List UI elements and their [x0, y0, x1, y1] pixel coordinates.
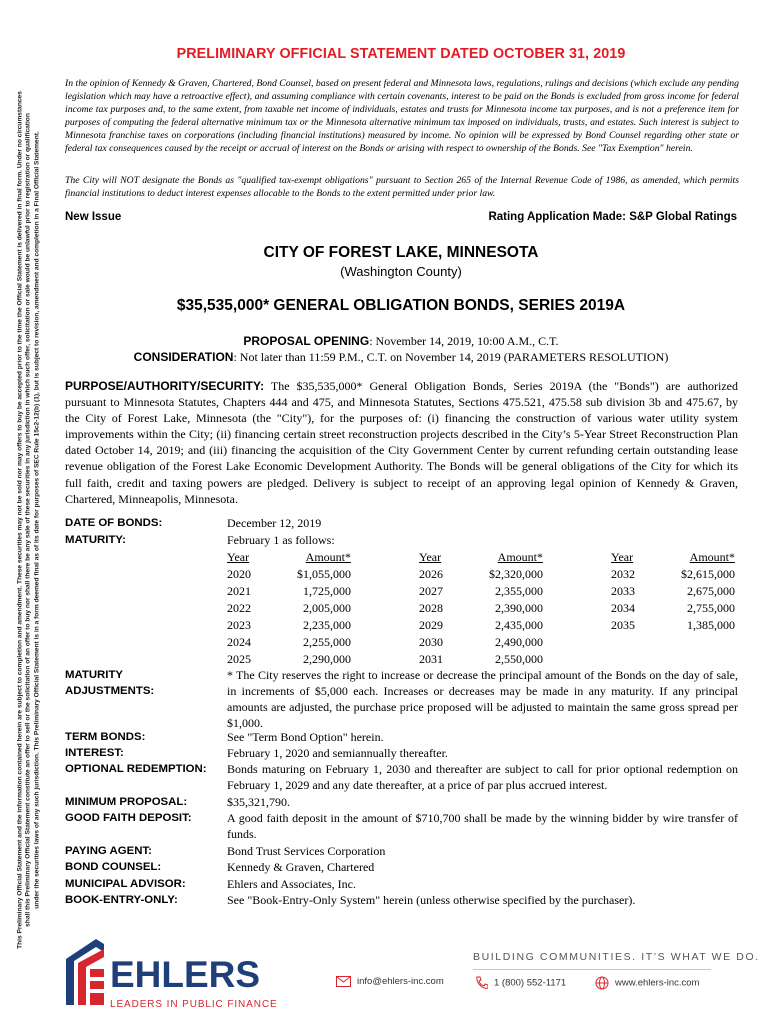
maturity-year: 2028: [419, 601, 443, 615]
bond-counsel-value: Kennedy & Graven, Chartered: [227, 860, 375, 874]
maturity-year: 2026: [419, 567, 443, 581]
minimum-proposal-label: MINIMUM PROPOSAL:: [65, 796, 188, 808]
book-entry-value: See "Book-Entry-Only System" herein (unless otherwise specified by the purchaser).: [227, 893, 636, 907]
globe-icon: [595, 976, 609, 990]
maturity-amount: 2,005,000: [303, 601, 351, 615]
preliminary-heading: PRELIMINARY OFFICIAL STATEMENT DATED OCTOBER 31, 2019: [176, 46, 626, 62]
proposal-opening-label: PROPOSAL OPENING: [243, 334, 370, 348]
book-entry-label: BOOK-ENTRY-ONLY:: [65, 894, 178, 906]
maturity-amount: 2,675,000: [687, 584, 735, 598]
maturity-amount: 2,755,000: [687, 601, 735, 615]
amount-header: Amount*: [305, 550, 351, 564]
optional-redemption-value: Bonds maturing on February 1, 2030 and thereafter are subject to call for prior optional redemption on February 1, 2029 and any date thereafter, at a price of par plus accrued interest.: [227, 762, 738, 792]
phone-contact[interactable]: [475, 976, 566, 990]
year-header: Year: [227, 550, 250, 564]
consideration-label: CONSIDERATION: [133, 350, 234, 364]
maturity-label: MATURITY:: [65, 534, 126, 546]
phone-text[interactable]: 1 (800) 552-1171: [494, 977, 567, 989]
year-header: Year: [611, 550, 634, 564]
maturity-year: 2021: [227, 584, 251, 598]
logo-subtitle: LEADERS IN PUBLIC FINANCE: [110, 999, 276, 1010]
logo-wordmark: EHLERS: [110, 954, 261, 995]
city-title: CITY OF FOREST LAKE, MINNESOTA: [263, 244, 539, 261]
maturity-year: 2034: [611, 601, 635, 615]
maturity-amount: 2,255,000: [303, 635, 351, 649]
year-header: Year: [419, 550, 442, 564]
adj-label-line: MATURITY: [65, 669, 123, 681]
maturity-amount: $2,320,000: [489, 567, 543, 581]
web-contact[interactable]: [595, 976, 699, 990]
qualified-obligations-paragraph: The City will NOT designate the Bonds as "qualified tax-exempt obligations" pursuant to Section 265 of the Internal Revenue Code of 1986, as amended, which permits financial institutions to deduct interest expenses allocable to the Bonds to the extent permitted under prior law.: [65, 175, 739, 199]
side-disclaimer-text: [16, 60, 41, 980]
term-bonds-value: See "Term Bond Option" herein.: [227, 730, 384, 744]
purpose-label: PURPOSE/AUTHORITY/SECURITY:: [65, 379, 265, 393]
email-text[interactable]: info@ehlers-inc.com: [357, 976, 444, 988]
new-issue-label: New Issue: [65, 211, 122, 223]
good-faith-value: A good faith deposit in the amount of $710,700 shall be made by the winning bidder by wire transfer of funds.: [227, 811, 738, 841]
tax-opinion-paragraph: In the opinion of Kennedy & Graven, Chartered, Bond Counsel, based on present federal and Minnesota laws, regulations, rulings and decisions (which exclude any pending legislation which may have a retroactive effect), and assuming compliance with certain covenants, interest to be paid on the Bonds is excluded from gross income for federal income tax purposes and, to the same extent, from taxable net income of individuals, estates and trusts for Minnesota income tax purposes, and is not a preference item for purposes of computing the federal alternative minimum tax or the Minnesota alternative minimum tax imposed on individuals, trusts, and estates. Such interest is subject to Minnesota franchise taxes on corporations (including financial institutions) measured by income. No opinion will be expressed by Bond Counsel regarding other state or federal tax consequences caused by the receipt or accrual of interest on the Bonds or arising with respect to ownership of the Bonds. See "Tax Exemption" herein.: [65, 78, 739, 154]
maturity-year: 2025: [227, 652, 251, 666]
date-of-bonds-value: December 12, 2019: [227, 516, 322, 530]
maturity-amount: 2,290,000: [303, 652, 351, 666]
maturity-year: 2033: [611, 584, 635, 598]
building-mark-icon: [66, 939, 104, 1005]
maturity-amount: $2,615,000: [681, 567, 735, 581]
envelope-icon: [336, 976, 351, 987]
adj-label-line: ADJUSTMENTS:: [65, 685, 155, 697]
maturity-amount: 2,550,000: [495, 652, 543, 666]
maturity-amount: 2,390,000: [495, 601, 543, 615]
proposal-block: [65, 333, 737, 365]
consideration-value: : Not later than 11:59 P.M., C.T. on November 14, 2019 (PARAMETERS RESOLUTION): [233, 350, 669, 364]
maturity-amount: 2,355,000: [495, 584, 543, 598]
maturity-adjustments-value: * The City reserves the right to increase or decrease the principal amount of the Bonds on the day of sale, in increments of $5,000 each. Increases or decreases may be made in any maturity. If any principal amounts are adjusted, the purchase price proposed will be adjusted to maintain the same gross spread per $1,000.: [227, 668, 738, 730]
amount-header: Amount*: [689, 550, 735, 564]
municipal-advisor-label: MUNICIPAL ADVISOR:: [65, 878, 186, 890]
optional-redemption-label: OPTIONAL REDEMPTION:: [65, 763, 207, 775]
paying-agent-value: Bond Trust Services Corporation: [227, 844, 386, 858]
maturity-year: 2023: [227, 618, 251, 632]
maturity-year: 2020: [227, 567, 251, 581]
email-contact[interactable]: [336, 976, 444, 987]
maturity-year: 2027: [419, 584, 443, 598]
purpose-paragraph: [65, 378, 738, 507]
maturity-amount: $1,055,000: [297, 567, 351, 581]
side-disclaimer-line: shall this Preliminary Official Statement constitute an offer to sell or the solicitation of an offer to buy nor shall there be any sale of these securities in any jurisdiction in which such offer, solicitation or sale would be unlawful prior to registration or qualification: [24, 113, 32, 927]
proposal-opening-value: : November 14, 2019, 10:00 A.M., C.T.: [369, 334, 559, 348]
maturity-amount: 1,385,000: [687, 618, 735, 632]
issue-row: [65, 211, 737, 223]
amount-header: Amount*: [497, 550, 543, 564]
maturity-amount: 2,490,000: [495, 635, 543, 649]
good-faith-label: GOOD FAITH DEPOSIT:: [65, 812, 192, 824]
ehlers-logo: [66, 937, 276, 1015]
maturity-amount: 2,435,000: [495, 618, 543, 632]
side-disclaimer-line: under the securities laws of any such jurisdiction. This Preliminary Official Statement is in a form deemed final as of its date for purposes of SEC Rule 15c2-12(b) (1), but is subject to revision, amendment and completion in a Final Official Statement.: [33, 131, 41, 909]
maturity-year: 2032: [611, 567, 635, 581]
county-subtitle: (Washington County): [340, 264, 462, 279]
term-bonds-label: TERM BONDS:: [65, 731, 146, 743]
proposal-opening-line: [65, 333, 737, 349]
ehlers-logo-graphic: [66, 937, 276, 1015]
municipal-advisor-value: Ehlers and Associates, Inc.: [227, 877, 356, 891]
footer-divider: [473, 969, 711, 970]
maturity-year: 2022: [227, 601, 251, 615]
interest-value: February 1, 2020 and semiannually thereafter.: [227, 746, 448, 760]
maturity-year: 2035: [611, 618, 635, 632]
side-disclaimer: [0, 60, 58, 980]
paying-agent-label: PAYING AGENT:: [65, 845, 152, 857]
date-of-bonds-label: DATE OF BONDS:: [65, 517, 163, 529]
maturity-year: 2024: [227, 635, 251, 649]
rating-label: Rating Application Made: S&P Global Ratings: [488, 211, 737, 223]
bond-title: $35,535,000* GENERAL OBLIGATION BONDS, SERIES 2019A: [176, 297, 626, 314]
web-text[interactable]: www.ehlers-inc.com: [615, 977, 700, 989]
maturity-year: 2030: [419, 635, 443, 649]
phone-icon: [475, 976, 488, 990]
bond-counsel-label: BOND COUNSEL:: [65, 861, 162, 873]
tagline: BUILDING COMMUNITIES. IT’S WHAT WE DO.: [473, 951, 760, 963]
maturity-amount: 1,725,000: [303, 584, 351, 598]
consideration-line: [65, 349, 737, 365]
maturity-amount: 2,235,000: [303, 618, 351, 632]
purpose-text: The $35,535,000* General Obligation Bonds, Series 2019A (the "Bonds") are authorized pursuant to Minnesota Statutes, Chapters 444 and 475, and Minnesota Statutes, Sections 475.521, 475.58 sub division 3b and 475.67, by the City of Forest Lake, Minnesota (the "City"), for the purposes of: (i) financing the construction of various water utility system improvements within the City; (ii) financing certain street reconstruction projects described in the City’s 5-Year Street Reconstruction Plan dated October 14, 2019; and (iii) financing the acquisition of the City Government Center by current refunding certain outstanding lease revenue obligation of the Forest Lake Economic Development Authority. The Bonds will be general obligations of the City for which its full faith, credit and taxing powers are pledged. Delivery is subject to receipt of an approving legal opinion of Kennedy & Graven, Chartered, Minneapolis, Minnesota.: [65, 379, 738, 506]
maturity-value: February 1 as follows:: [227, 533, 335, 547]
maturity-year: 2031: [419, 652, 443, 666]
side-disclaimer-line: This Preliminary Official Statement and the information contained herein are subject to completion and amendment. These securities may not be sold nor may offers to buy be accepted prior to the time the Official Statement is delivered in final form. Under no circumstances: [16, 91, 24, 949]
maturity-year: 2029: [419, 618, 443, 632]
interest-label: INTEREST:: [65, 747, 124, 759]
maturity-adjustments-label: [65, 667, 154, 699]
minimum-proposal-value: $35,321,790.: [227, 795, 290, 809]
